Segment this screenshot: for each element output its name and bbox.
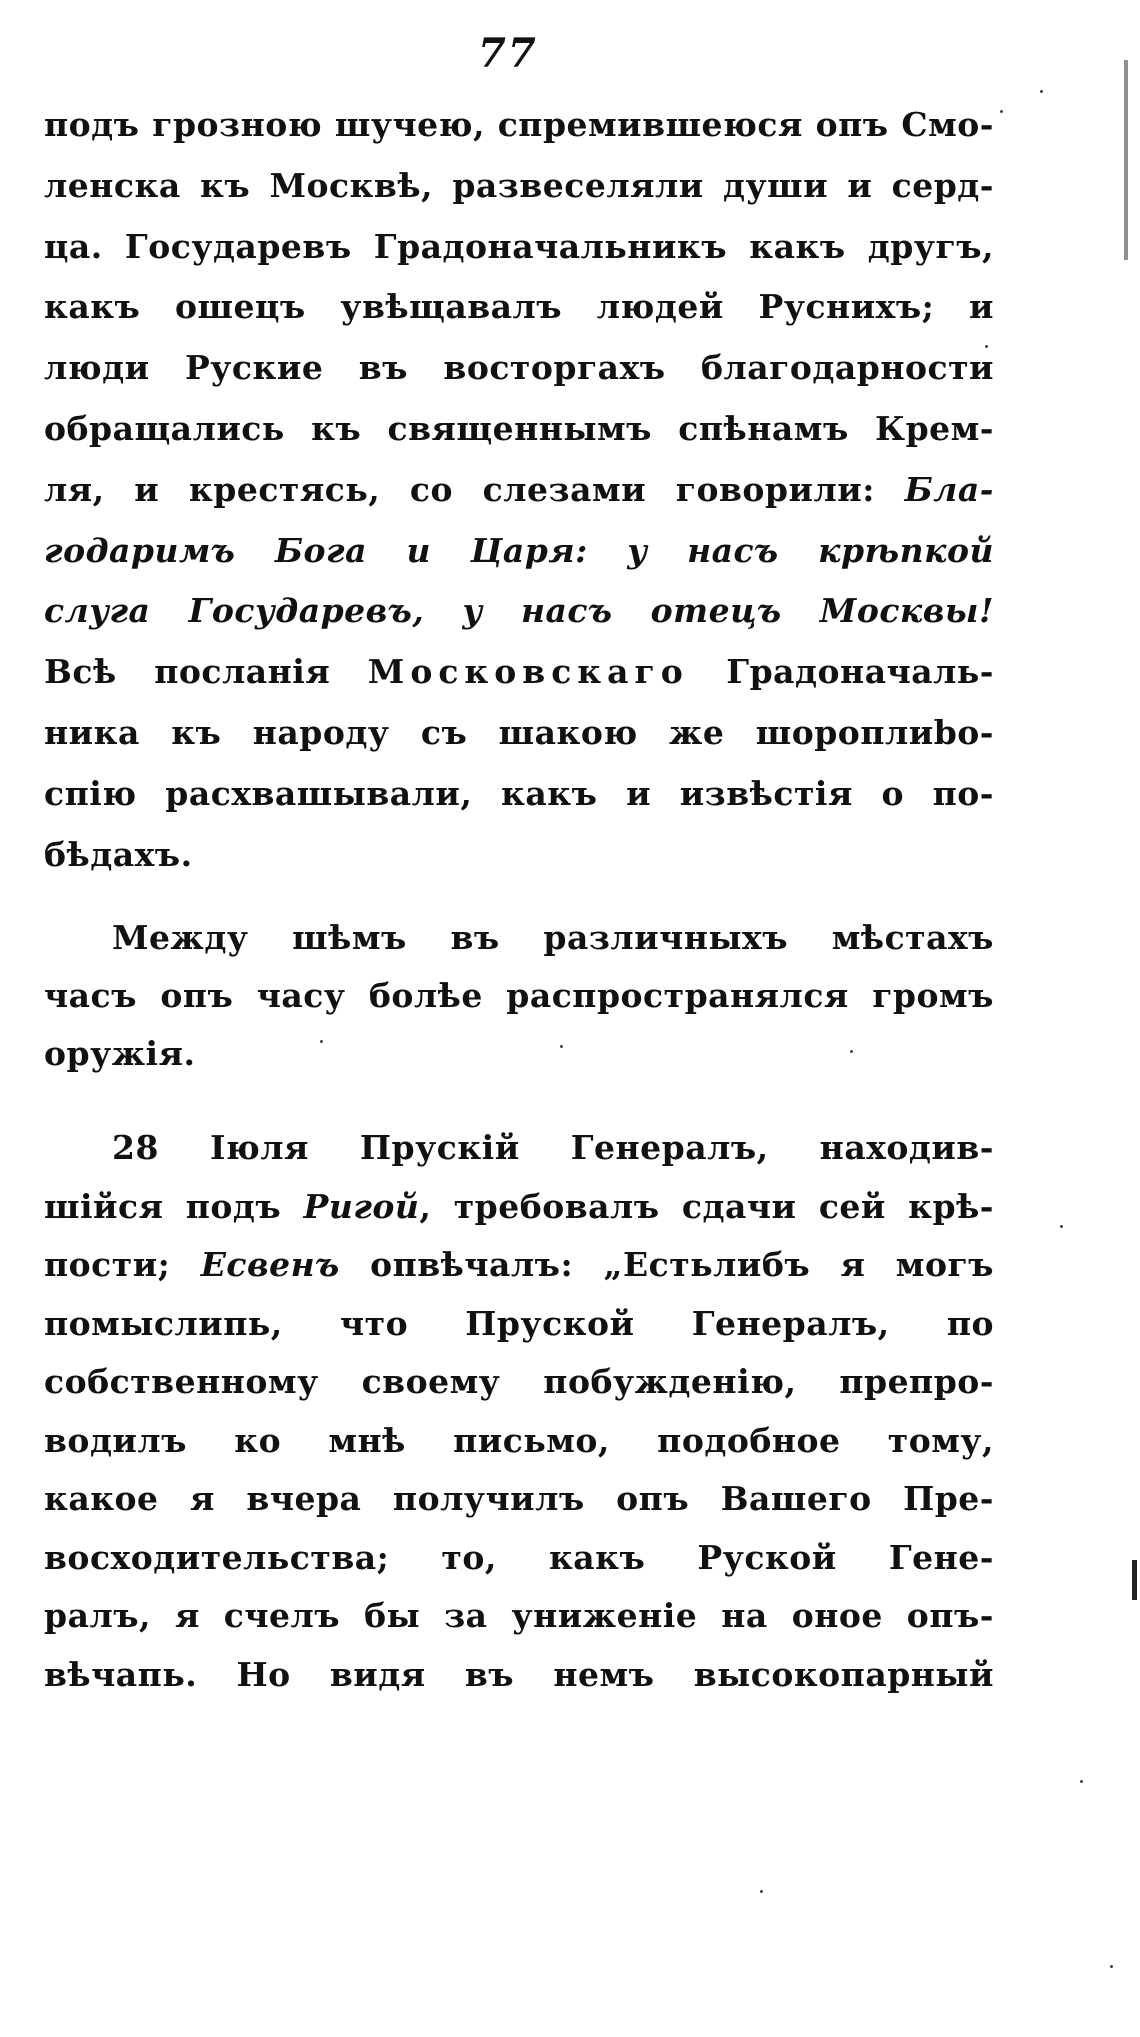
text-fragment: подъ грозною шучею, спремившеюся опъ Смо- (44, 105, 994, 144)
text-line (44, 1352, 994, 1412)
text-line (44, 521, 994, 581)
text-fragment: собственному своему побужденію, препро- (44, 1362, 994, 1401)
text-fragment: люди Руские въ восторгахъ благодарности (44, 348, 994, 388)
text-line (112, 1118, 994, 1178)
text-fragment: какое я вчера получилъ опъ Вашего Пре- (44, 1479, 994, 1518)
text-fragment: шійся подъ (44, 1186, 304, 1226)
text-fragment: ралъ, я счелъ бы за униженіе на оное опъ- (44, 1596, 994, 1635)
text-fragment: Бла- (904, 469, 994, 509)
text-line (44, 642, 994, 702)
text-line (44, 95, 994, 155)
text-line (44, 460, 994, 520)
text-fragment: вѣчапь. Но видя въ немъ высокопарный (44, 1654, 994, 1694)
text-line (44, 966, 994, 1026)
text-fragment: ника къ народу съ шакою же шороплиbо- (44, 713, 994, 752)
text-fragment: Ригой (303, 1186, 420, 1226)
text-line (44, 764, 994, 824)
text-line (44, 1024, 994, 1084)
text-fragment: Всѣ посланія (44, 652, 368, 692)
text-fragment: опвѣчалъ: „Естьлибъ я могъ (339, 1245, 994, 1284)
text-line (44, 825, 994, 885)
text-fragment: Есвенъ (200, 1245, 340, 1284)
page-edge-mark (1132, 1560, 1137, 1600)
text-fragment: , требовалъ сдачи сей крѣ- (419, 1186, 994, 1226)
text-line (44, 156, 994, 216)
text-line (44, 277, 994, 337)
text-line (44, 399, 994, 459)
text-line (44, 1177, 994, 1237)
page-edge-mark (1124, 60, 1128, 260)
text-line (44, 1528, 994, 1588)
text-fragment: 28 Іюля Прускій Генералъ, находив- (112, 1128, 994, 1167)
text-fragment: ца. Государевъ Градоначальникъ какъ другъ, (44, 226, 994, 266)
page-number: 77 (478, 30, 538, 77)
text-fragment: ля, и крестясь, со слезами говорили: (44, 469, 905, 509)
text-fragment: водилъ ко мнѣ письмо, подобное тому, (44, 1420, 994, 1460)
text-fragment: восходительства; то, какъ Руской Гене- (44, 1537, 994, 1577)
text-fragment: годаримъ Бога и Царя: у насъ крѣпкой (44, 530, 994, 570)
text-fragment: Градоначаль- (688, 652, 994, 692)
text-fragment: Между шѣмъ въ различныхъ мѣстахъ (112, 918, 994, 957)
text-line (44, 581, 994, 641)
text-fragment: бѣдахъ. (44, 834, 193, 874)
text-fragment: ленска къ Москвѣ, развеселяли души и серд- (44, 165, 994, 205)
text-line (44, 1411, 994, 1471)
text-fragment: обращались къ священнымъ спѣнамъ Крем- (44, 409, 994, 448)
text-line (44, 1645, 994, 1705)
text-line (44, 703, 994, 763)
text-fragment: какъ ошецъ увѣщавалъ людей Руснихъ; и (44, 287, 994, 327)
text-fragment: Московскаго (367, 652, 689, 692)
text-fragment: оружія. (44, 1034, 196, 1073)
text-fragment: спію расхвашывали, какъ и извѣстія о по- (44, 773, 994, 813)
text-line (44, 1586, 994, 1646)
text-line (44, 217, 994, 277)
text-fragment: часъ опъ часу болѣе распространялся громъ (44, 976, 994, 1015)
text-line (44, 1294, 994, 1354)
text-line (112, 908, 994, 968)
text-fragment: помыслипь, что Пруской Генералъ, по (44, 1303, 994, 1343)
text-line (44, 1469, 994, 1529)
text-line (44, 338, 994, 398)
text-line (44, 1235, 994, 1295)
text-fragment: слуга Государевъ, у насъ отецъ Москвы! (44, 591, 994, 631)
text-fragment: пости; (44, 1245, 201, 1284)
